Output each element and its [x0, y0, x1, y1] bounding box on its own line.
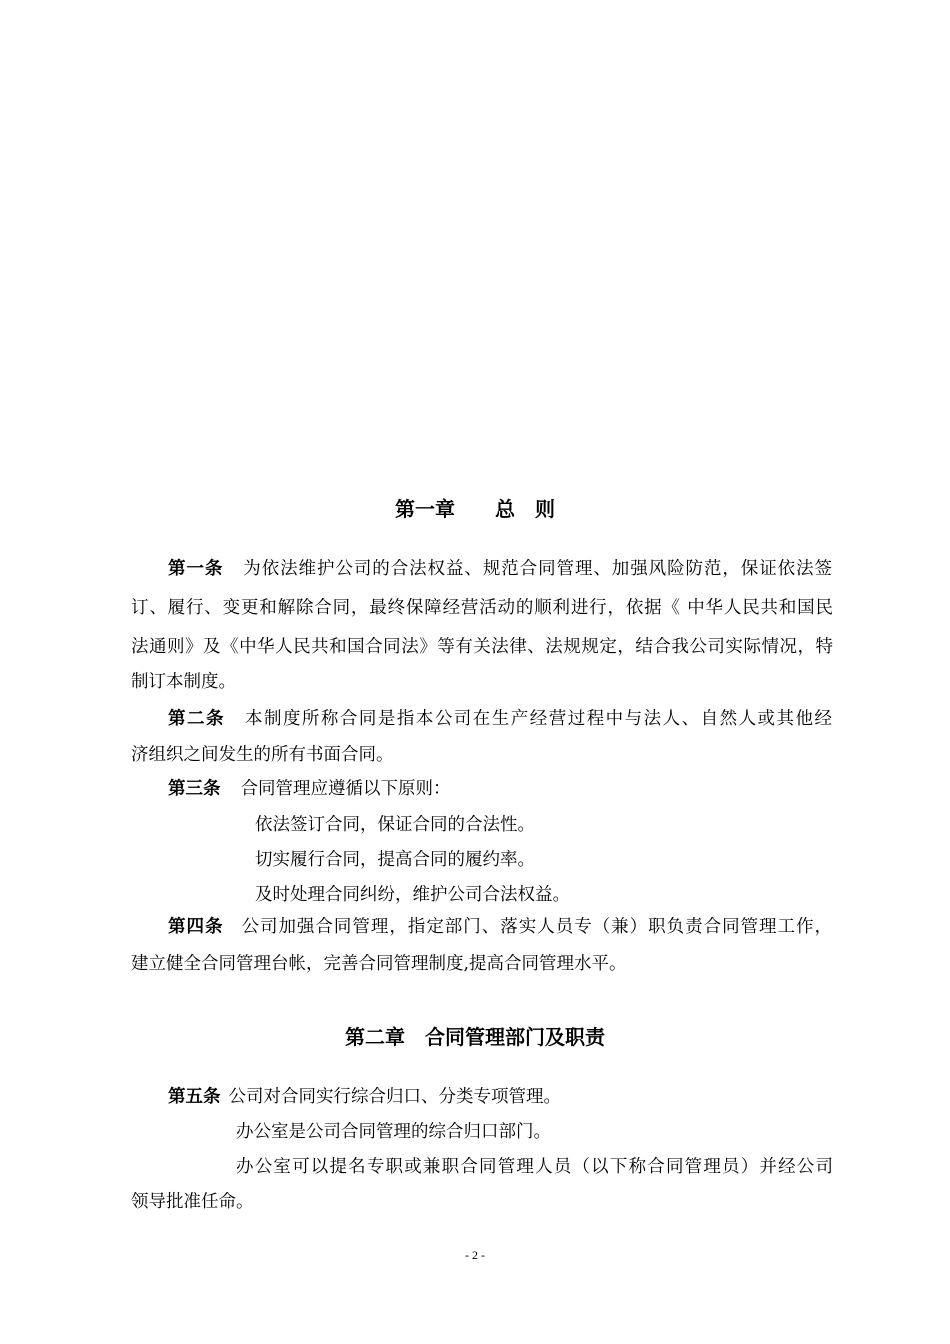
article-3-intro: 合同管理应遵循以下原则： — [240, 779, 451, 799]
article-3-label: 第三条 — [168, 779, 221, 799]
article-4-line-2: 建立健全合同管理台帐，完善合同管理制度,提高合同管理水平。 — [131, 954, 627, 974]
article-4-text-1: 公司加强合同管理，指定部门、落实人员专（兼）职负责合同管理工作， — [241, 917, 833, 937]
article-5-label: 第五条 — [168, 1087, 221, 1107]
chapter-2-title: 第二章 合同管理部门及职责 — [345, 1025, 605, 1049]
article-5-text-1: 公司对合同实行综合归口、分类专项管理。 — [228, 1087, 561, 1107]
article-4-label: 第四条 — [168, 917, 224, 937]
article-3-principle-2: 切实履行合同，提高合同的履约率。 — [255, 850, 535, 870]
article-3-principle-1: 依法签订合同，保证合同的合法性。 — [255, 815, 535, 835]
article-2-text-1: 本制度所称合同是指本公司在生产经营过程中与法人、自然人或其他经 — [244, 709, 833, 729]
article-5-para-2-line-2: 领导批准任命。 — [131, 1192, 254, 1212]
article-1-line-4: 制订本制度。 — [131, 672, 236, 692]
article-3-principle-3: 及时处理合同纠纷，维护公司合法权益。 — [255, 885, 570, 905]
article-1-label: 第一条 — [168, 559, 224, 579]
article-2-label: 第二条 — [168, 709, 225, 729]
article-2-line-1 — [168, 705, 832, 730]
chapter-1-title: 第一章 总 则 — [395, 497, 555, 521]
article-3-line-1 — [168, 775, 451, 800]
article-5-para-1: 办公室是公司合同管理的综合归口部门。 — [236, 1122, 551, 1142]
article-1-line-2: 订、履行、变更和解除合同，最终保障经营活动的顺利进行，依据《 中华人民共和国民 — [131, 598, 833, 618]
article-4-line-1 — [168, 913, 832, 938]
page-number: - 2 - — [465, 1248, 485, 1262]
article-1-line-1 — [168, 555, 832, 580]
article-1-text-1: 为依法维护公司的合法权益、规范合同管理、加强风险防范，保证依法签 — [243, 559, 832, 579]
article-5-line-1 — [168, 1083, 561, 1108]
article-1-line-3: 法通则》及《中华人民共和国合同法》等有关法律、法规规定，结合我公司实际情况，特 — [131, 637, 833, 657]
article-2-line-2: 济组织之间发生的所有书面合同。 — [131, 745, 394, 765]
article-5-para-2-line-1: 办公室可以提名专职或兼职合同管理人员（以下称合同管理员）并经公司 — [236, 1157, 833, 1177]
